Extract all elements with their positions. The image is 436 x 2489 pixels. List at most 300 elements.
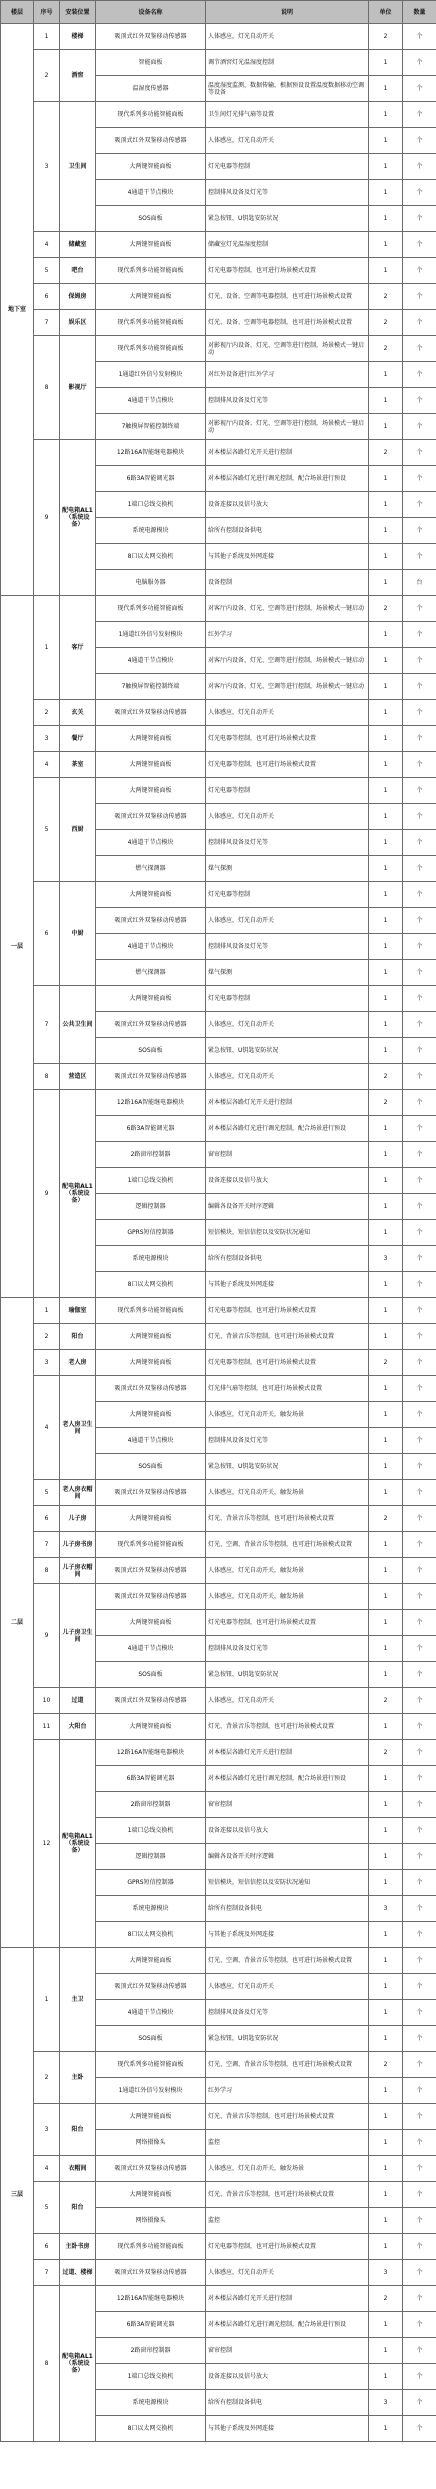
index-cell: 3 <box>34 102 60 232</box>
unit-cell: 1 <box>369 2416 403 2442</box>
unit-cell: 1 <box>369 466 403 492</box>
device-name-cell: 吸顶式红外双鉴移动传感器 <box>96 1064 206 1090</box>
description-cell: 与其他子系统及外网连接 <box>206 1272 369 1298</box>
description-cell: 灯光、设备、空调等电器控制，也可进行场景模式设置 <box>206 284 369 310</box>
index-cell: 12 <box>34 1740 60 1948</box>
description-cell: 红外学习 <box>206 622 369 648</box>
unit-cell: 2 <box>369 24 403 50</box>
unit-cell: 2 <box>369 1506 403 1532</box>
quantity-cell: 个 <box>403 804 436 830</box>
unit-cell: 1 <box>369 128 403 154</box>
location-cell: 配电箱AL1（系统设备） <box>60 1740 96 1948</box>
quantity-cell: 个 <box>403 960 436 986</box>
unit-cell: 2 <box>369 310 403 336</box>
index-cell: 9 <box>34 1584 60 1688</box>
quantity-cell: 个 <box>403 1792 436 1818</box>
unit-cell: 1 <box>369 1168 403 1194</box>
table-row <box>1 1948 436 1974</box>
quantity-cell: 个 <box>403 1688 436 1714</box>
device-name-cell: 7触摸屏智能控制终端 <box>96 414 206 440</box>
device-name-cell: 吸顶式红外双鉴移动传感器 <box>96 804 206 830</box>
description-cell: 人体感应，灯光自动开关 <box>206 1064 369 1090</box>
quantity-cell: 个 <box>403 2182 436 2208</box>
unit-cell: 1 <box>369 1376 403 1402</box>
quantity-cell: 个 <box>403 1168 436 1194</box>
unit-cell: 1 <box>369 2338 403 2364</box>
device-name-cell: 现代系列多功能智能面板 <box>96 2234 206 2260</box>
description-cell: 对本楼层各路灯光开关进行控制 <box>206 1740 369 1766</box>
quantity-cell: 个 <box>403 1506 436 1532</box>
unit-cell: 1 <box>369 206 403 232</box>
location-cell: 公共卫生间 <box>60 986 96 1064</box>
quantity-cell: 个 <box>403 362 436 388</box>
device-name-cell: 逻辑控制器 <box>96 1844 206 1870</box>
description-cell: 灯光、空调、背景音乐等控制，也可进行场景模式设置 <box>206 1532 369 1558</box>
quantity-cell: 个 <box>403 2000 436 2026</box>
unit-cell: 3 <box>369 2260 403 2286</box>
unit-cell: 1 <box>369 752 403 778</box>
quantity-cell: 个 <box>403 1298 436 1324</box>
unit-cell: 1 <box>369 1298 403 1324</box>
description-cell: 煤气探测 <box>206 856 369 882</box>
description-cell: 对影视厅内设备、灯光、空调等进行控制，场景模式一键启动 <box>206 414 369 440</box>
unit-cell: 1 <box>369 2104 403 2130</box>
table-row <box>1 1558 436 1584</box>
location-cell: 儿子房书房 <box>60 1532 96 1558</box>
unit-cell: 1 <box>369 1558 403 1584</box>
unit-cell: 2 <box>369 2052 403 2078</box>
index-cell: 4 <box>34 752 60 778</box>
quantity-cell: 个 <box>403 2078 436 2104</box>
device-name-cell: 8口以太网交换机 <box>96 2416 206 2442</box>
index-cell: 8 <box>34 1064 60 1090</box>
quantity-cell: 个 <box>403 1922 436 1948</box>
index-cell: 1 <box>34 1948 60 2052</box>
quantity-cell: 个 <box>403 414 436 440</box>
device-name-cell: 系统电源模块 <box>96 518 206 544</box>
device-name-cell: 1端口总线交换机 <box>96 1818 206 1844</box>
unit-cell: 1 <box>369 2208 403 2234</box>
description-cell: 短信模块，短信信控以及安防状况通知 <box>206 1220 369 1246</box>
index-cell: 1 <box>34 1298 60 1324</box>
unit-cell: 2 <box>369 1688 403 1714</box>
unit-cell: 1 <box>369 1870 403 1896</box>
device-name-cell: 现代系列多功能智能面板 <box>96 2052 206 2078</box>
location-cell: 老人房卫生间 <box>60 1376 96 1480</box>
device-name-cell: 吸顶式红外双鉴移动传感器 <box>96 1376 206 1402</box>
unit-cell: 1 <box>369 778 403 804</box>
description-cell: 窗帘控制 <box>206 2338 369 2364</box>
description-cell: 灯光、背景音乐等控制，也可进行场景模式设置 <box>206 2182 369 2208</box>
unit-cell: 3 <box>369 1246 403 1272</box>
description-cell: 灯光电器等控制，也可进行场景模式设置 <box>206 1350 369 1376</box>
device-name-cell: 吸顶式红外双鉴移动传感器 <box>96 2156 206 2182</box>
quantity-cell: 个 <box>403 206 436 232</box>
floor-cell: 一层 <box>1 596 34 1298</box>
index-cell: 3 <box>34 726 60 752</box>
description-cell: 灯光电器等控制 <box>206 154 369 180</box>
quantity-cell: 个 <box>403 778 436 804</box>
description-cell: 煤气探测 <box>206 960 369 986</box>
description-cell: 灯光电器等控制 <box>206 882 369 908</box>
table-row <box>1 336 436 362</box>
table-row <box>1 700 436 726</box>
device-name-cell: 现代系列多功能智能面板 <box>96 1532 206 1558</box>
device-name-cell: 8口以太网交换机 <box>96 1272 206 1298</box>
device-name-cell: 1通道红外信号发射模块 <box>96 2078 206 2104</box>
description-cell: 与其他子系统及外网连接 <box>206 1922 369 1948</box>
quantity-cell: 个 <box>403 1948 436 1974</box>
device-name-cell: GPRS短信控制器 <box>96 1220 206 1246</box>
location-cell: 配电箱AL1（系统设备） <box>60 440 96 596</box>
unit-cell: 1 <box>369 1142 403 1168</box>
quantity-cell: 个 <box>403 1116 436 1142</box>
index-cell: 2 <box>34 50 60 102</box>
description-cell: 温度湿度监测，数据传输，根据预设设置温度数据移动空调等设备 <box>206 76 369 102</box>
index-cell: 7 <box>34 2260 60 2286</box>
table-row <box>1 1090 436 1116</box>
unit-cell: 1 <box>369 1766 403 1792</box>
unit-cell: 1 <box>369 804 403 830</box>
unit-cell: 1 <box>369 908 403 934</box>
quantity-cell: 个 <box>403 2390 436 2416</box>
table-body <box>1 24 436 2442</box>
table-row <box>1 232 436 258</box>
index-cell: 2 <box>34 700 60 726</box>
description-cell: 人体感应，灯光自动开关 <box>206 804 369 830</box>
device-name-cell: 1通道红外信号发射模块 <box>96 362 206 388</box>
unit-cell: 1 <box>369 2000 403 2026</box>
description-cell: 对红外设备进行红外学习 <box>206 362 369 388</box>
table-row <box>1 1376 436 1402</box>
description-cell: 人体感应，灯光自动开关，触发场景 <box>206 1402 369 1428</box>
unit-cell: 1 <box>369 1402 403 1428</box>
index-cell: 8 <box>34 336 60 440</box>
description-cell: 给所有控制设备供电 <box>206 2390 369 2416</box>
description-cell: 紧急按钮，U钥匙安防状况 <box>206 1038 369 1064</box>
quantity-cell: 个 <box>403 1532 436 1558</box>
description-cell: 紧急按钮，U钥匙安防状况 <box>206 206 369 232</box>
quantity-cell: 个 <box>403 1662 436 1688</box>
index-cell: 6 <box>34 284 60 310</box>
unit-cell: 1 <box>369 700 403 726</box>
quantity-cell: 个 <box>403 1558 436 1584</box>
location-cell: 西厨 <box>60 778 96 882</box>
quantity-cell: 个 <box>403 856 436 882</box>
table-row <box>1 1714 436 1740</box>
location-cell: 配电箱AL1（系统设备） <box>60 2286 96 2442</box>
location-cell: 儿子房衣帽间 <box>60 1558 96 1584</box>
quantity-cell: 个 <box>403 102 436 128</box>
index-cell: 7 <box>34 986 60 1064</box>
table-row <box>1 2104 436 2130</box>
device-name-cell: 1通道红外信号发射模块 <box>96 622 206 648</box>
description-cell: 控制排风设备及灯光等 <box>206 1428 369 1454</box>
location-cell: 中厨 <box>60 882 96 986</box>
device-name-cell: 12路16A智能继电器模块 <box>96 1740 206 1766</box>
device-name-cell: 系统电源模块 <box>96 1896 206 1922</box>
quantity-cell: 个 <box>403 1064 436 1090</box>
unit-cell: 1 <box>369 2234 403 2260</box>
table-row <box>1 2286 436 2312</box>
device-name-cell: 大两键智能面板 <box>96 1714 206 1740</box>
quantity-cell: 个 <box>403 1376 436 1402</box>
description-cell: 对客厅内设备、灯光、空调等进行控制，场景模式一键启动 <box>206 648 369 674</box>
device-name-cell: 燃气探测器 <box>96 960 206 986</box>
table-row <box>1 2234 436 2260</box>
description-cell: 对本楼层各路灯光进行调光控制，配合场景进行预设 <box>206 1766 369 1792</box>
unit-cell: 3 <box>369 2390 403 2416</box>
header-location: 安装位置 <box>60 1 96 24</box>
index-cell: 8 <box>34 1558 60 1584</box>
quantity-cell: 个 <box>403 1844 436 1870</box>
quantity-cell: 个 <box>403 2338 436 2364</box>
quantity-cell: 个 <box>403 50 436 76</box>
quantity-cell: 个 <box>403 232 436 258</box>
description-cell: 控制排风设备及灯光等 <box>206 388 369 414</box>
device-name-cell: 大两键智能面板 <box>96 1402 206 1428</box>
device-name-cell: 网络摄像头 <box>96 2130 206 2156</box>
unit-cell: 1 <box>369 76 403 102</box>
description-cell: 对客厅内设备、灯光、空调等进行控制，场景模式一键启动 <box>206 596 369 622</box>
device-name-cell: 1端口总线交换机 <box>96 2364 206 2390</box>
device-name-cell: 1端口总线交换机 <box>96 492 206 518</box>
location-cell: 卫生间 <box>60 102 96 232</box>
device-name-cell: 12路16A智能继电器模块 <box>96 440 206 466</box>
description-cell: 红外学习 <box>206 2078 369 2104</box>
quantity-cell: 个 <box>403 1350 436 1376</box>
unit-cell: 1 <box>369 1324 403 1350</box>
device-name-cell: 吸顶式红外双鉴移动传感器 <box>96 1584 206 1610</box>
index-cell: 1 <box>34 596 60 700</box>
quantity-cell: 个 <box>403 440 436 466</box>
device-name-cell: 大两键智能面板 <box>96 986 206 1012</box>
description-cell: 与其他子系统及外网连接 <box>206 2416 369 2442</box>
unit-cell: 1 <box>369 726 403 752</box>
index-cell: 11 <box>34 1714 60 1740</box>
quantity-cell: 个 <box>403 1324 436 1350</box>
unit-cell: 1 <box>369 518 403 544</box>
description-cell: 编辑各设备开关时序逻辑 <box>206 1844 369 1870</box>
device-name-cell: 大两键智能面板 <box>96 284 206 310</box>
table-row <box>1 258 436 284</box>
quantity-cell: 个 <box>403 24 436 50</box>
device-name-cell: 系统电源模块 <box>96 1246 206 1272</box>
quantity-cell: 个 <box>403 388 436 414</box>
device-name-cell: 4通道干节点模块 <box>96 1636 206 1662</box>
quantity-cell: 个 <box>403 336 436 362</box>
device-name-cell: 4通道干节点模块 <box>96 934 206 960</box>
quantity-cell: 个 <box>403 180 436 206</box>
device-name-cell: 大两键智能面板 <box>96 1610 206 1636</box>
description-cell: 窗帘控制 <box>206 1792 369 1818</box>
device-name-cell: 2路窗帘控制器 <box>96 1792 206 1818</box>
table-row <box>1 1506 436 1532</box>
index-cell: 6 <box>34 1506 60 1532</box>
description-cell: 紧急按钮，U钥匙安防状况 <box>206 1454 369 1480</box>
quantity-cell: 个 <box>403 1012 436 1038</box>
quantity-cell: 个 <box>403 2312 436 2338</box>
device-name-cell: 4通道干节点模块 <box>96 1428 206 1454</box>
device-name-cell: GPRS短信控制器 <box>96 1870 206 1896</box>
device-name-cell: 大两键智能面板 <box>96 154 206 180</box>
index-cell: 2 <box>34 1324 60 1350</box>
location-cell: 过道 <box>60 1688 96 1714</box>
quantity-cell: 个 <box>403 466 436 492</box>
unit-cell: 1 <box>369 492 403 518</box>
device-name-cell: 吸顶式红外双鉴移动传感器 <box>96 1558 206 1584</box>
location-cell: 楼梯 <box>60 24 96 50</box>
quantity-cell: 个 <box>403 76 436 102</box>
description-cell: 人体感应，灯光自动开关，触发场景 <box>206 1558 369 1584</box>
device-name-cell: 网络摄像头 <box>96 2208 206 2234</box>
unit-cell: 1 <box>369 1584 403 1610</box>
description-cell: 储藏室灯光温湿度控制 <box>206 232 369 258</box>
quantity-cell: 个 <box>403 908 436 934</box>
device-name-cell: 吸顶式红外双鉴移动传感器 <box>96 24 206 50</box>
quantity-cell: 个 <box>403 1584 436 1610</box>
unit-cell: 1 <box>369 882 403 908</box>
description-cell: 给所有控制设备供电 <box>206 1896 369 1922</box>
device-name-cell: 6路3A智能调光器 <box>96 466 206 492</box>
index-cell: 6 <box>34 2234 60 2260</box>
location-cell: 衣帽间 <box>60 2156 96 2182</box>
header-row <box>1 1 436 24</box>
device-name-cell: 6路3A智能调光器 <box>96 1766 206 1792</box>
device-name-cell: SOS面板 <box>96 1662 206 1688</box>
floor-cell: 地下室 <box>1 24 34 596</box>
unit-cell: 1 <box>369 1922 403 1948</box>
unit-cell: 1 <box>369 570 403 596</box>
quantity-cell: 个 <box>403 2364 436 2390</box>
unit-cell: 1 <box>369 2026 403 2052</box>
description-cell: 对本楼层各路灯光进行调光控制，配合场景进行预设 <box>206 2312 369 2338</box>
device-name-cell: 吸顶式红外双鉴移动传感器 <box>96 1974 206 2000</box>
unit-cell: 2 <box>369 440 403 466</box>
description-cell: 人体感应，灯光自动开关 <box>206 908 369 934</box>
description-cell: 人体感应，灯光自动开关 <box>206 24 369 50</box>
quantity-cell: 个 <box>403 492 436 518</box>
index-cell: 5 <box>34 778 60 882</box>
unit-cell: 1 <box>369 362 403 388</box>
description-cell: 灯光、空调、背景音乐等控制，也可进行场景模式设置 <box>206 2052 369 2078</box>
description-cell: 灯光电器等控制 <box>206 778 369 804</box>
description-cell: 对本楼层各路灯光开关进行控制 <box>206 440 369 466</box>
device-name-cell: 大两键智能面板 <box>96 726 206 752</box>
device-name-cell: SOS面板 <box>96 206 206 232</box>
index-cell: 7 <box>34 310 60 336</box>
quantity-cell: 个 <box>403 2286 436 2312</box>
unit-cell: 1 <box>369 1792 403 1818</box>
device-name-cell: 6路3A智能调光器 <box>96 2312 206 2338</box>
unit-cell: 2 <box>369 596 403 622</box>
quantity-cell: 个 <box>403 544 436 570</box>
unit-cell: 1 <box>369 2156 403 2182</box>
table-row <box>1 596 436 622</box>
header-quantity: 数量 <box>403 1 436 24</box>
description-cell: 窗帘控制 <box>206 1142 369 1168</box>
quantity-cell: 个 <box>403 986 436 1012</box>
description-cell: 灯光电器等控制，也可进行场景模式设置 <box>206 1298 369 1324</box>
header-index: 序号 <box>34 1 60 24</box>
device-name-cell: 逻辑控制器 <box>96 1194 206 1220</box>
location-cell: 娱乐区 <box>60 310 96 336</box>
description-cell: 对本楼层各路灯光开关进行控制 <box>206 1090 369 1116</box>
location-cell: 客厅 <box>60 596 96 700</box>
unit-cell: 1 <box>369 1532 403 1558</box>
description-cell: 对本楼层各路灯光进行调光控制，配合场景进行预设 <box>206 466 369 492</box>
unit-cell: 1 <box>369 648 403 674</box>
table-row <box>1 1298 436 1324</box>
device-name-cell: 大两键智能面板 <box>96 778 206 804</box>
location-cell: 主卧书房 <box>60 2234 96 2260</box>
device-name-cell: 吸顶式红外双鉴移动传感器 <box>96 700 206 726</box>
description-cell: 灯光电器等控制，也可进行场景模式设置 <box>206 1610 369 1636</box>
header-description: 说明 <box>206 1 369 24</box>
description-cell: 控制排风设备及灯光等 <box>206 2000 369 2026</box>
quantity-cell: 个 <box>403 830 436 856</box>
index-cell: 5 <box>34 1480 60 1506</box>
description-cell: 设备连接以及信号放大 <box>206 1818 369 1844</box>
location-cell: 瑜伽室 <box>60 1298 96 1324</box>
unit-cell: 1 <box>369 960 403 986</box>
unit-cell: 2 <box>369 336 403 362</box>
location-cell: 大阳台 <box>60 1714 96 1740</box>
unit-cell: 1 <box>369 1974 403 2000</box>
unit-cell: 2 <box>369 1090 403 1116</box>
description-cell: 灯光、背景音乐等控制，也可进行场景模式设置 <box>206 1506 369 1532</box>
table-row <box>1 1350 436 1376</box>
device-name-cell: 现代系列多功能智能面板 <box>96 336 206 362</box>
unit-cell: 2 <box>369 1350 403 1376</box>
quantity-cell: 个 <box>403 1090 436 1116</box>
description-cell: 紧急按钮，U钥匙安防状况 <box>206 2026 369 2052</box>
quantity-cell: 个 <box>403 258 436 284</box>
unit-cell: 1 <box>369 986 403 1012</box>
description-cell: 对本楼层各路灯光进行调光控制，配合场景进行预设 <box>206 1116 369 1142</box>
unit-cell: 1 <box>369 414 403 440</box>
quantity-cell: 个 <box>403 2026 436 2052</box>
description-cell: 给所有控制设备供电 <box>206 1246 369 1272</box>
header-device-name: 设备名称 <box>96 1 206 24</box>
quantity-cell: 个 <box>403 2052 436 2078</box>
location-cell: 阳台 <box>60 2182 96 2234</box>
quantity-cell: 个 <box>403 1870 436 1896</box>
device-name-cell: 2路窗帘控制器 <box>96 2338 206 2364</box>
description-cell: 灯光电器等控制，也可进行场景模式设置 <box>206 2234 369 2260</box>
description-cell: 设备连接以及信号放大 <box>206 492 369 518</box>
quantity-cell: 个 <box>403 1272 436 1298</box>
quantity-cell: 个 <box>403 2130 436 2156</box>
location-cell: 过道、楼梯 <box>60 2260 96 2286</box>
description-cell: 控制排风设备及灯光等 <box>206 180 369 206</box>
quantity-cell: 个 <box>403 2156 436 2182</box>
location-cell: 影视厅 <box>60 336 96 440</box>
device-name-cell: 吸顶式红外双鉴移动传感器 <box>96 128 206 154</box>
description-cell: 人体感应，灯光自动开关 <box>206 1974 369 2000</box>
unit-cell: 1 <box>369 1610 403 1636</box>
index-cell: 4 <box>34 2156 60 2182</box>
table-row <box>1 726 436 752</box>
device-name-cell: 大两键智能面板 <box>96 232 206 258</box>
description-cell: 调节酒窖灯光温湿度控制 <box>206 50 369 76</box>
device-name-cell: 大两键智能面板 <box>96 2182 206 2208</box>
table-row <box>1 102 436 128</box>
quantity-cell: 个 <box>403 284 436 310</box>
table-row <box>1 2052 436 2078</box>
device-name-cell: 吸顶式红外双鉴移动传感器 <box>96 1688 206 1714</box>
table-row <box>1 24 436 50</box>
